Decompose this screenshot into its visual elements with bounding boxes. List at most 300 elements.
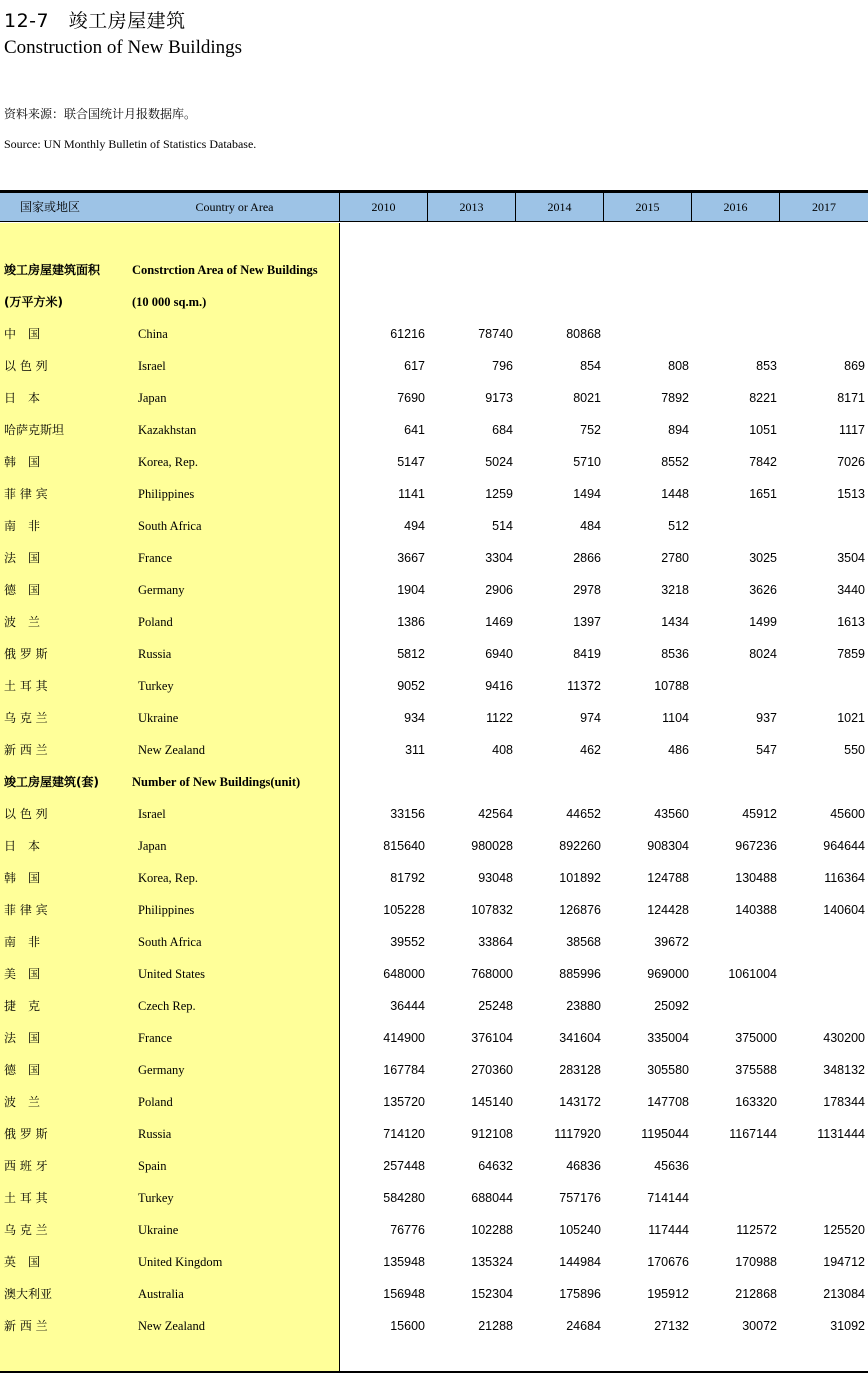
value-cell-2013: 78740 — [478, 327, 513, 341]
value-cell-2016: 112572 — [736, 1223, 777, 1237]
value-cell-2013: 912108 — [471, 1127, 513, 1141]
value-cell-2016: 30072 — [742, 1319, 777, 1333]
value-cell-2010: 7690 — [397, 391, 425, 405]
value-cell-2017: 1021 — [837, 711, 865, 725]
value-cell-2016: 7842 — [749, 455, 777, 469]
value-cell-2016 — [691, 510, 777, 542]
country-name-cn: 波 兰 — [4, 1095, 41, 1109]
country-name-cn: 菲 律 宾 — [4, 903, 48, 917]
value-cell-2015: 305580 — [647, 1063, 689, 1077]
country-name-en: Turkey — [138, 679, 174, 693]
country-name-en: United Kingdom — [138, 1255, 223, 1269]
value-cell-2015: 7892 — [661, 391, 689, 405]
value-cell-2016: 212868 — [735, 1287, 777, 1301]
value-cell-2010: 815640 — [383, 839, 425, 853]
country-name-cn: 以 色 列 — [4, 807, 48, 821]
table-row — [0, 958, 868, 990]
value-cell-2015: 117444 — [648, 1223, 689, 1237]
table-row — [0, 894, 868, 926]
table-row — [0, 798, 868, 830]
value-cell-2014: 885996 — [559, 967, 601, 981]
value-cell-2017: 348132 — [823, 1063, 865, 1077]
value-cell-2013: 1122 — [486, 711, 513, 725]
table-row — [0, 510, 868, 542]
value-cell-2014: 126876 — [559, 903, 601, 917]
value-cell-2015: 39672 — [654, 935, 689, 949]
value-cell-2013: 21288 — [478, 1319, 513, 1333]
section-header-row — [0, 766, 868, 798]
value-cell-2013: 768000 — [471, 967, 513, 981]
value-cell-2013: 1259 — [485, 487, 513, 501]
value-cell-2013: 514 — [492, 519, 513, 533]
value-cell-2016: 937 — [756, 711, 777, 725]
table-row — [0, 446, 868, 478]
country-name-cn: 日 本 — [4, 839, 41, 853]
value-cell-2015: 486 — [668, 743, 689, 757]
value-cell-2015: 969000 — [647, 967, 689, 981]
value-cell-2010: 105228 — [383, 903, 425, 917]
value-cell-2010: 641 — [404, 423, 425, 437]
value-cell-2014: 175896 — [559, 1287, 601, 1301]
value-cell-2015: 1448 — [661, 487, 689, 501]
value-cell-2016: 130488 — [735, 871, 777, 885]
value-cell-2016: 967236 — [735, 839, 777, 853]
table-row — [0, 414, 868, 446]
value-cell-2015: 1434 — [661, 615, 689, 629]
value-cell-2010: 61216 — [390, 327, 425, 341]
value-cell-2016: 140388 — [735, 903, 777, 917]
value-cell-2013: 1469 — [485, 615, 513, 629]
value-cell-2017: 116364 — [824, 871, 865, 885]
value-cell-2015: 1104 — [662, 711, 689, 725]
country-name-cn: 法 国 — [4, 1031, 41, 1045]
value-cell-2017: 31092 — [830, 1319, 865, 1333]
value-cell-2010: 311 — [405, 743, 425, 757]
value-cell-2017 — [779, 318, 865, 350]
value-cell-2016: 163320 — [735, 1095, 777, 1109]
country-name-en: Russia — [138, 1127, 172, 1141]
table-row — [0, 1182, 868, 1214]
table-title-cn: 12-7 竣工房屋建筑 — [4, 10, 186, 32]
value-cell-2014: 1494 — [573, 487, 601, 501]
country-name-cn: 日 本 — [4, 391, 41, 405]
value-cell-2016: 1061004 — [728, 967, 777, 981]
value-cell-2014: 8021 — [573, 391, 601, 405]
value-cell-2015: 714144 — [647, 1191, 689, 1205]
country-name-en: China — [138, 327, 168, 341]
value-cell-2017: 3440 — [837, 583, 865, 597]
header-year: 2015 — [603, 193, 691, 221]
country-name-en: France — [138, 1031, 173, 1045]
country-name-cn: 俄 罗 斯 — [4, 647, 48, 661]
country-name-cn: 以 色 列 — [4, 359, 48, 373]
table-row — [0, 350, 868, 382]
country-name-en: New Zealand — [138, 1319, 205, 1333]
value-cell-2010: 167784 — [383, 1063, 425, 1077]
header-year: 2013 — [427, 193, 515, 221]
table-row — [0, 990, 868, 1022]
value-cell-2013: 796 — [492, 359, 513, 373]
country-name-en: Czech Rep. — [138, 999, 196, 1013]
value-cell-2013: 688044 — [471, 1191, 513, 1205]
country-name-cn: 哈萨克斯坦 — [4, 423, 65, 437]
value-cell-2014: 23880 — [566, 999, 601, 1013]
country-name-en: Ukraine — [138, 711, 179, 725]
value-cell-2016: 3626 — [749, 583, 777, 597]
value-cell-2013: 2906 — [485, 583, 513, 597]
table-row — [0, 382, 868, 414]
value-cell-2013: 25248 — [478, 999, 513, 1013]
section-header-row — [0, 254, 868, 286]
country-name-en: United States — [138, 967, 206, 981]
country-name-en: Israel — [138, 359, 166, 373]
table-row — [0, 1022, 868, 1054]
value-cell-2016: 375000 — [735, 1031, 777, 1045]
value-cell-2010: 494 — [404, 519, 425, 533]
country-name-cn: 土 耳 其 — [4, 679, 48, 693]
value-cell-2013: 145140 — [471, 1095, 513, 1109]
value-cell-2010: 414900 — [383, 1031, 425, 1045]
table-row — [0, 638, 868, 670]
country-name-cn: 英 国 — [4, 1255, 41, 1269]
value-cell-2016 — [691, 1182, 777, 1214]
value-cell-2017 — [779, 1182, 865, 1214]
value-cell-2015: 43560 — [654, 807, 689, 821]
country-name-cn: 德 国 — [4, 583, 41, 597]
value-cell-2017: 430200 — [823, 1031, 865, 1045]
table-bottom-rule — [0, 1371, 868, 1373]
value-cell-2017: 45600 — [830, 807, 865, 821]
country-name-cn: 捷 克 — [4, 999, 41, 1013]
value-cell-2016: 1651 — [749, 487, 777, 501]
value-cell-2010: 1141 — [398, 487, 425, 501]
value-cell-2015: 1195044 — [641, 1127, 689, 1141]
value-cell-2016 — [691, 926, 777, 958]
value-cell-2015: 170676 — [647, 1255, 689, 1269]
value-cell-2010: 33156 — [390, 807, 425, 821]
value-cell-2016: 1051 — [749, 423, 777, 437]
section-title-cn: (万平方米) — [4, 295, 63, 309]
value-cell-2015: 124788 — [647, 871, 689, 885]
country-name-en: Russia — [138, 647, 172, 661]
country-name-cn: 菲 律 宾 — [4, 487, 48, 501]
table-row — [0, 862, 868, 894]
header-year: 2016 — [691, 193, 779, 221]
value-cell-2015: 8552 — [661, 455, 689, 469]
value-cell-2017: 1131444 — [817, 1127, 865, 1141]
value-cell-2015: 10788 — [654, 679, 689, 693]
value-cell-2010: 81792 — [390, 871, 425, 885]
table-row — [0, 1150, 868, 1182]
table-row — [0, 542, 868, 574]
value-cell-2017 — [779, 926, 865, 958]
value-cell-2014: 752 — [580, 423, 601, 437]
value-cell-2010: 135720 — [383, 1095, 425, 1109]
value-cell-2014: 38568 — [566, 935, 601, 949]
value-cell-2017: 213084 — [823, 1287, 865, 1301]
value-cell-2015: 908304 — [647, 839, 689, 853]
table-header — [0, 193, 868, 222]
value-cell-2015: 25092 — [654, 999, 689, 1013]
value-cell-2014: 484 — [580, 519, 601, 533]
value-cell-2014: 1117920 — [554, 1127, 601, 1141]
country-name-en: Poland — [138, 615, 173, 629]
value-cell-2014: 462 — [580, 743, 601, 757]
statistics-table — [0, 190, 868, 1374]
table-row — [0, 926, 868, 958]
country-name-cn: 南 非 — [4, 519, 41, 533]
country-name-en: France — [138, 551, 173, 565]
value-cell-2014: 24684 — [566, 1319, 601, 1333]
value-cell-2015: 195912 — [647, 1287, 689, 1301]
value-cell-2010: 648000 — [383, 967, 425, 981]
value-cell-2013: 33864 — [478, 935, 513, 949]
value-cell-2016: 547 — [756, 743, 777, 757]
value-cell-2014: 854 — [580, 359, 601, 373]
value-cell-2015: 335004 — [647, 1031, 689, 1045]
value-cell-2016: 45912 — [742, 807, 777, 821]
value-cell-2010: 76776 — [390, 1223, 425, 1237]
country-name-cn: 新 西 兰 — [4, 1319, 48, 1333]
value-cell-2010: 584280 — [383, 1191, 425, 1205]
table-row — [0, 1214, 868, 1246]
value-cell-2013: 270360 — [471, 1063, 513, 1077]
value-cell-2010: 1904 — [397, 583, 425, 597]
country-name-cn: 韩 国 — [4, 455, 41, 469]
value-cell-2014: 2978 — [573, 583, 601, 597]
value-cell-2016: 8024 — [749, 647, 777, 661]
country-name-en: Spain — [138, 1159, 167, 1173]
country-name-cn: 土 耳 其 — [4, 1191, 48, 1205]
country-name-en: New Zealand — [138, 743, 205, 757]
value-cell-2016 — [691, 318, 777, 350]
country-name-en: Korea, Rep. — [138, 871, 199, 885]
table-row — [0, 318, 868, 350]
value-cell-2014: 5710 — [573, 455, 601, 469]
value-cell-2010: 156948 — [383, 1287, 425, 1301]
country-name-en: Ukraine — [138, 1223, 179, 1237]
value-cell-2017: 140604 — [823, 903, 865, 917]
country-name-en: Israel — [138, 807, 166, 821]
section-header-row — [0, 286, 868, 318]
value-cell-2017: 125520 — [823, 1223, 865, 1237]
country-name-en: South Africa — [138, 519, 202, 533]
table-row — [0, 574, 868, 606]
country-name-cn: 波 兰 — [4, 615, 41, 629]
table-row — [0, 1086, 868, 1118]
value-cell-2013: 9173 — [485, 391, 513, 405]
value-cell-2010: 617 — [404, 359, 425, 373]
table-row — [0, 830, 868, 862]
country-name-en: Germany — [138, 583, 185, 597]
value-cell-2016: 1167144 — [729, 1127, 777, 1141]
value-cell-2013: 408 — [492, 743, 513, 757]
value-cell-2014: 8419 — [573, 647, 601, 661]
value-cell-2013: 93048 — [478, 871, 513, 885]
value-cell-2014: 11372 — [567, 679, 601, 693]
country-name-en: Philippines — [138, 903, 195, 917]
value-cell-2015: 894 — [668, 423, 689, 437]
table-row — [0, 1118, 868, 1150]
value-cell-2014: 80868 — [566, 327, 601, 341]
country-name-en: Philippines — [138, 487, 195, 501]
value-cell-2013: 6940 — [485, 647, 513, 661]
value-cell-2017: 194712 — [823, 1255, 865, 1269]
value-cell-2014: 143172 — [559, 1095, 601, 1109]
country-name-en: Japan — [138, 391, 167, 405]
value-cell-2014: 757176 — [559, 1191, 601, 1205]
table-row — [0, 1278, 868, 1310]
value-cell-2015: 27132 — [654, 1319, 689, 1333]
value-cell-2013: 152304 — [471, 1287, 513, 1301]
table-row — [0, 1054, 868, 1086]
country-name-cn: 西 班 牙 — [4, 1159, 48, 1173]
value-cell-2016: 1499 — [749, 615, 777, 629]
value-cell-2013: 9416 — [485, 679, 513, 693]
value-cell-2015: 124428 — [647, 903, 689, 917]
value-cell-2013: 107832 — [471, 903, 513, 917]
source-note-en: Source: UN Monthly Bulletin of Statistics Database. — [4, 137, 257, 151]
value-cell-2014: 46836 — [566, 1159, 601, 1173]
table-title-en: Construction of New Buildings — [4, 37, 243, 58]
value-cell-2017: 550 — [844, 743, 865, 757]
value-cell-2013: 64632 — [478, 1159, 513, 1173]
value-cell-2014: 892260 — [559, 839, 601, 853]
value-cell-2013: 980028 — [471, 839, 513, 853]
country-name-cn: 德 国 — [4, 1063, 41, 1077]
country-name-cn: 法 国 — [4, 551, 41, 565]
value-cell-2010: 1386 — [397, 615, 425, 629]
country-name-cn: 南 非 — [4, 935, 41, 949]
header-country-en: Country or Area — [195, 200, 274, 214]
value-cell-2013: 42564 — [478, 807, 513, 821]
value-cell-2010: 714120 — [383, 1127, 425, 1141]
value-cell-2017: 7026 — [837, 455, 865, 469]
value-cell-2014: 2866 — [573, 551, 601, 565]
table-row — [0, 606, 868, 638]
country-name-en: Germany — [138, 1063, 185, 1077]
value-cell-2017: 869 — [844, 359, 865, 373]
country-name-cn: 乌 克 兰 — [4, 711, 48, 725]
value-cell-2017 — [779, 958, 865, 990]
value-cell-2016: 375588 — [735, 1063, 777, 1077]
value-cell-2015: 147708 — [647, 1095, 689, 1109]
table-row — [0, 478, 868, 510]
country-name-en: Japan — [138, 839, 167, 853]
value-cell-2010: 36444 — [390, 999, 425, 1013]
country-name-cn: 中 国 — [4, 327, 41, 341]
header-year: 2017 — [779, 193, 868, 221]
section-title-en: (10 000 sq.m.) — [132, 295, 207, 309]
value-cell-2016: 3025 — [749, 551, 777, 565]
value-cell-2017: 1613 — [837, 615, 865, 629]
country-name-en: Poland — [138, 1095, 173, 1109]
value-cell-2017: 7859 — [837, 647, 865, 661]
section-title-cn: 竣工房屋建筑(套) — [4, 775, 99, 789]
country-name-cn: 澳大利亚 — [4, 1287, 53, 1301]
value-cell-2013: 102288 — [471, 1223, 513, 1237]
value-cell-2016: 853 — [756, 359, 777, 373]
value-cell-2017: 964644 — [823, 839, 865, 853]
value-cell-2017: 1513 — [837, 487, 865, 501]
value-cell-2017 — [779, 1150, 865, 1182]
section-title-cn: 竣工房屋建筑面积 — [4, 263, 101, 277]
value-cell-2013: 135324 — [471, 1255, 513, 1269]
value-cell-2017: 1117 — [839, 423, 865, 437]
value-cell-2014: 283128 — [559, 1063, 601, 1077]
source-note-cn: 资料来源：联合国统计月报数据库。 — [4, 107, 197, 121]
value-cell-2015 — [603, 318, 689, 350]
value-cell-2013: 3304 — [485, 551, 513, 565]
table-row — [0, 670, 868, 702]
header-country-cn: 国家或地区 — [19, 200, 80, 214]
value-cell-2016 — [691, 1150, 777, 1182]
value-cell-2010: 257448 — [383, 1159, 425, 1173]
value-cell-2014: 105240 — [559, 1223, 601, 1237]
value-cell-2017 — [779, 670, 865, 702]
table-row — [0, 734, 868, 766]
value-cell-2017 — [779, 990, 865, 1022]
country-name-en: Korea, Rep. — [138, 455, 199, 469]
value-cell-2016 — [691, 670, 777, 702]
country-name-en: Australia — [138, 1287, 184, 1301]
value-cell-2014: 44652 — [566, 807, 601, 821]
section-title-en: Constrction Area of New Buildings — [132, 263, 318, 277]
country-name-en: Kazakhstan — [138, 423, 197, 437]
value-cell-2015: 8536 — [661, 647, 689, 661]
value-cell-2013: 376104 — [471, 1031, 513, 1045]
country-name-cn: 俄 罗 斯 — [4, 1127, 48, 1141]
value-cell-2010: 15600 — [390, 1319, 425, 1333]
value-cell-2014: 341604 — [559, 1031, 601, 1045]
value-cell-2010: 934 — [404, 711, 425, 725]
value-cell-2014: 101892 — [559, 871, 601, 885]
value-cell-2017: 178344 — [823, 1095, 865, 1109]
country-name-cn: 乌 克 兰 — [4, 1223, 48, 1237]
table-row — [0, 1310, 868, 1342]
value-cell-2017 — [779, 510, 865, 542]
value-cell-2014: 1397 — [573, 615, 601, 629]
country-name-cn: 美 国 — [4, 967, 41, 981]
value-cell-2017: 3504 — [837, 551, 865, 565]
value-cell-2017: 8171 — [837, 391, 865, 405]
value-cell-2010: 5147 — [397, 455, 425, 469]
country-name-cn: 韩 国 — [4, 871, 41, 885]
value-cell-2016: 8221 — [749, 391, 777, 405]
value-cell-2014: 974 — [580, 711, 601, 725]
value-cell-2010: 9052 — [397, 679, 425, 693]
table-row — [0, 702, 868, 734]
value-cell-2016: 170988 — [735, 1255, 777, 1269]
value-cell-2010: 3667 — [397, 551, 425, 565]
value-cell-2013: 684 — [492, 423, 513, 437]
country-name-cn: 新 西 兰 — [4, 743, 48, 757]
value-cell-2010: 135948 — [383, 1255, 425, 1269]
section-title-en: Number of New Buildings(unit) — [132, 775, 301, 789]
value-cell-2015: 45636 — [654, 1159, 689, 1173]
value-cell-2015: 808 — [668, 359, 689, 373]
value-cell-2015: 2780 — [661, 551, 689, 565]
value-cell-2010: 5812 — [397, 647, 425, 661]
value-cell-2010: 39552 — [390, 935, 425, 949]
header-year: 2010 — [339, 193, 427, 221]
country-name-en: South Africa — [138, 935, 202, 949]
value-cell-2015: 3218 — [661, 583, 689, 597]
value-cell-2016 — [691, 990, 777, 1022]
table-row — [0, 1246, 868, 1278]
value-cell-2014: 144984 — [559, 1255, 601, 1269]
country-name-en: Turkey — [138, 1191, 174, 1205]
